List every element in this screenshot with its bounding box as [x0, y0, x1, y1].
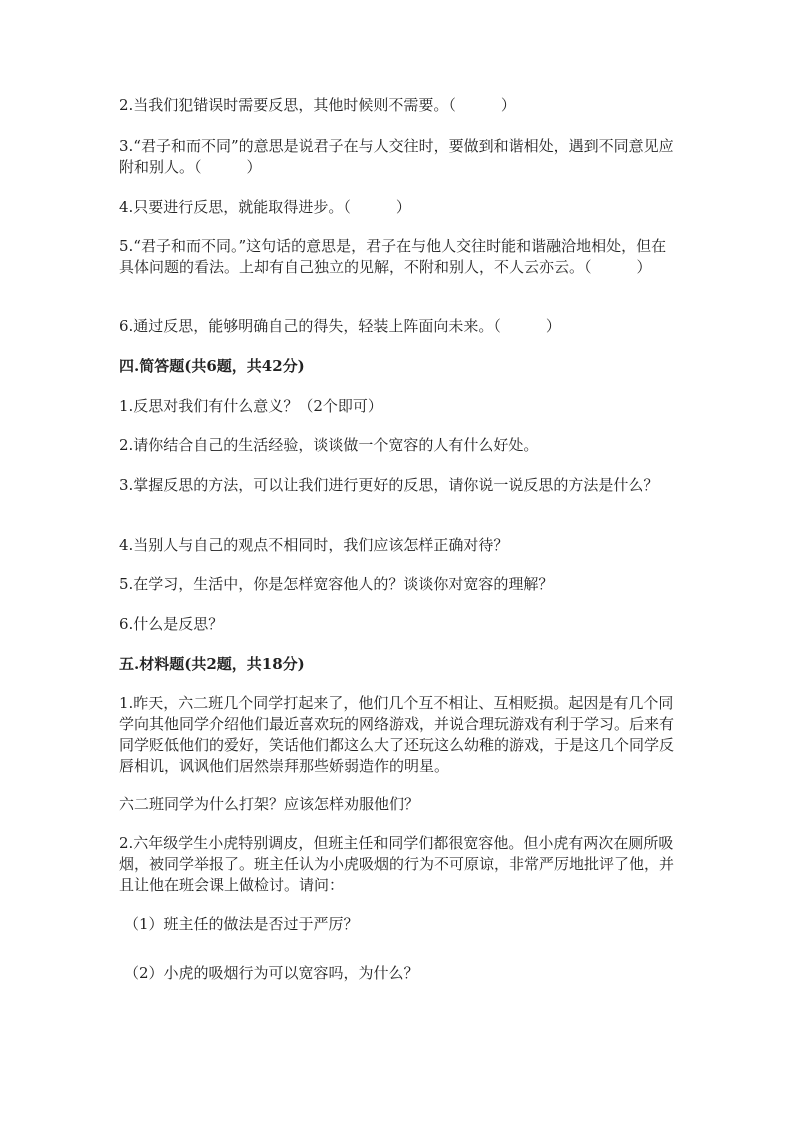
material-1: 1.昨天，六二班几个同学打起来了，他们几个互不相让、互相贬损。起因是有几个同学向其他同学介绍他们最近喜欢玩的网络游戏，并说合理玩游戏有利于学习。后来有同学贬低他们的爱好，笑话他们都这么大了还玩这么幼稚的游戏，于是这几个同学反唇相讥，讽讽他们居然崇拜那些娇弱造作的明星。	[119, 694, 675, 775]
tf-item-2: 2.当我们犯错误时需要反思，其他时候则不需要。（ ）	[119, 96, 516, 114]
material-2: 2.六年级学生小虎特别调皮，但班主任和同学们都很宽容他。但小虎有两次在厕所吸烟，被同学举报了。班主任认为小虎吸烟的行为不可原谅，非常严厉地批评了他，并且让他在班会课上做检讨。请问：	[119, 834, 675, 894]
tf-item-5: 5.“君子和而不同。”这句话的意思是，君子在与他人交往时能和谐融洽地相处，但在具体问题的看法。上却有自己独立的见解，不附和别人，不人云亦云。（ ）	[119, 237, 667, 276]
tf-item-6: 6.通过反思，能够明确自己的得失，轻装上阵面向未来。（ ）	[119, 317, 561, 335]
short-answer-2: 2.请你结合自己的生活经验，谈谈做一个宽容的人有什么好处。	[119, 436, 539, 454]
tf-item-4: 4.只要进行反思，就能取得进步。（ ）	[119, 198, 411, 216]
material-2-subquestion-1: （1）班主任的做法是否过于严厉？	[124, 915, 359, 933]
short-answer-5: 5.在学习，生活中，你是怎样宽容他人的？谈谈你对宽容的理解？	[119, 575, 554, 593]
short-answer-4: 4.当别人与自己的观点不相同时，我们应该怎样正确对待？	[119, 536, 509, 554]
section4-heading: 四.简答题(共6题，共42分)	[119, 357, 305, 375]
material-1-question: 六二班同学为什么打架？应该怎样劝服他们？	[119, 795, 420, 813]
short-answer-1: 1.反思对我们有什么意义？（2个即可）	[119, 397, 383, 415]
material-2-subquestion-2: （2）小虎的吸烟行为可以宽容吗，为什么？	[124, 964, 419, 982]
short-answer-6: 6.什么是反思？	[119, 615, 224, 633]
tf-item-3: 3.“君子和而不同”的意思是说君子在与人交往时，要做到和谐相处，遇到不同意见应附和别人。（ ）	[119, 137, 674, 176]
section5-heading: 五.材料题(共2题，共18分)	[119, 655, 305, 673]
short-answer-3: 3.掌握反思的方法，可以让我们进行更好的反思，请你说一说反思的方法是什么？	[119, 476, 659, 494]
